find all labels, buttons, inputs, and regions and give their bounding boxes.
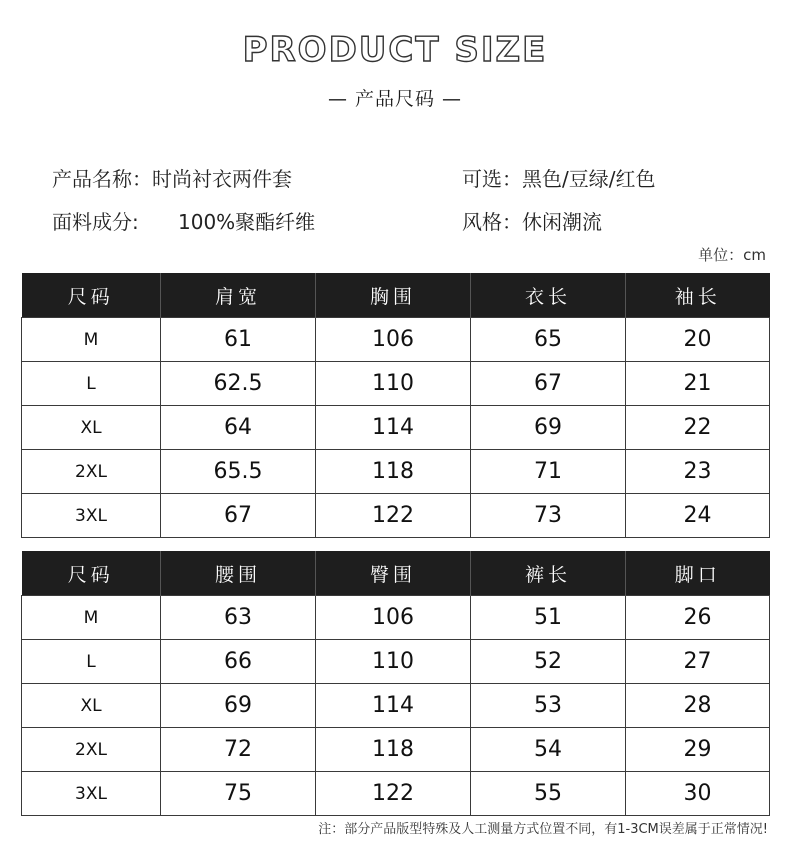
column-header: 尺码 — [22, 551, 161, 596]
size-cell: XL — [22, 406, 161, 450]
table-cell: 27 — [626, 640, 770, 684]
table-cell: 114 — [316, 684, 471, 728]
table-cell: 65 — [471, 318, 626, 362]
table-cell: 61 — [161, 318, 316, 362]
column-header: 腰围 — [161, 551, 316, 596]
table-row — [22, 450, 770, 494]
column-header: 臀围 — [316, 551, 471, 596]
size-cell: M — [22, 318, 161, 362]
column-header: 衣长 — [471, 273, 626, 318]
size-cell: L — [22, 640, 161, 684]
table-cell: 20 — [626, 318, 770, 362]
column-header: 肩宽 — [161, 273, 316, 318]
table-cell: 75 — [161, 772, 316, 816]
table-cell: 110 — [316, 640, 471, 684]
table-cell: 30 — [626, 772, 770, 816]
table-cell: 29 — [626, 728, 770, 772]
unit-label: 单位：cm — [698, 246, 766, 264]
table-cell: 73 — [471, 494, 626, 538]
table-cell: 122 — [316, 772, 471, 816]
table-cell: 110 — [316, 362, 471, 406]
table-row — [22, 640, 770, 684]
table-cell: 26 — [626, 596, 770, 640]
table-row — [22, 494, 770, 538]
table-row — [22, 772, 770, 816]
table-row — [22, 728, 770, 772]
table-cell: 122 — [316, 494, 471, 538]
table-cell: 62.5 — [161, 362, 316, 406]
table-cell: 54 — [471, 728, 626, 772]
table-header-row — [22, 551, 770, 596]
table-row — [22, 596, 770, 640]
table-cell: 106 — [316, 318, 471, 362]
product-name: 产品名称：时尚衬衣两件套 — [52, 167, 292, 191]
table-header-row — [22, 273, 770, 318]
table-row — [22, 684, 770, 728]
table-row — [22, 318, 770, 362]
size-cell: 3XL — [22, 494, 161, 538]
size-cell: L — [22, 362, 161, 406]
column-header: 尺码 — [22, 273, 161, 318]
footnote: 注：部分产品版型特殊及人工测量方式位置不同，有1-3CM误差属于正常情况! — [318, 822, 768, 837]
table-cell: 66 — [161, 640, 316, 684]
style-info: 风格：休闲潮流 — [462, 210, 602, 234]
top-size-table — [21, 273, 770, 538]
table-cell: 28 — [626, 684, 770, 728]
column-header: 裤长 — [471, 551, 626, 596]
table-cell: 52 — [471, 640, 626, 684]
table-cell: 118 — [316, 728, 471, 772]
material-label: 面料成分: — [52, 210, 139, 234]
table-cell: 65.5 — [161, 450, 316, 494]
table-cell: 51 — [471, 596, 626, 640]
column-header: 袖长 — [626, 273, 770, 318]
size-cell: M — [22, 596, 161, 640]
table-cell: 63 — [161, 596, 316, 640]
table-cell: 21 — [626, 362, 770, 406]
table-cell: 69 — [161, 684, 316, 728]
table-cell: 23 — [626, 450, 770, 494]
size-cell: 2XL — [22, 728, 161, 772]
table-row — [22, 406, 770, 450]
table-cell: 24 — [626, 494, 770, 538]
table-cell: 67 — [471, 362, 626, 406]
table-cell: 114 — [316, 406, 471, 450]
column-header: 胸围 — [316, 273, 471, 318]
table-cell: 64 — [161, 406, 316, 450]
table-cell: 22 — [626, 406, 770, 450]
bottom-size-table — [21, 551, 770, 816]
column-header: 脚口 — [626, 551, 770, 596]
size-cell: 3XL — [22, 772, 161, 816]
material-value: 100%聚酯纤维 — [178, 210, 316, 234]
table-cell: 71 — [471, 450, 626, 494]
table-cell: 69 — [471, 406, 626, 450]
page-subtitle: — 产品尺码 — — [327, 88, 463, 110]
table-cell: 55 — [471, 772, 626, 816]
page-title: PRODUCT SIZE — [242, 30, 548, 70]
table-cell: 118 — [316, 450, 471, 494]
size-cell: 2XL — [22, 450, 161, 494]
color-options: 可选：黑色/豆绿/红色 — [462, 167, 656, 191]
table-cell: 53 — [471, 684, 626, 728]
table-row — [22, 362, 770, 406]
size-cell: XL — [22, 684, 161, 728]
table-cell: 72 — [161, 728, 316, 772]
table-cell: 106 — [316, 596, 471, 640]
table-cell: 67 — [161, 494, 316, 538]
